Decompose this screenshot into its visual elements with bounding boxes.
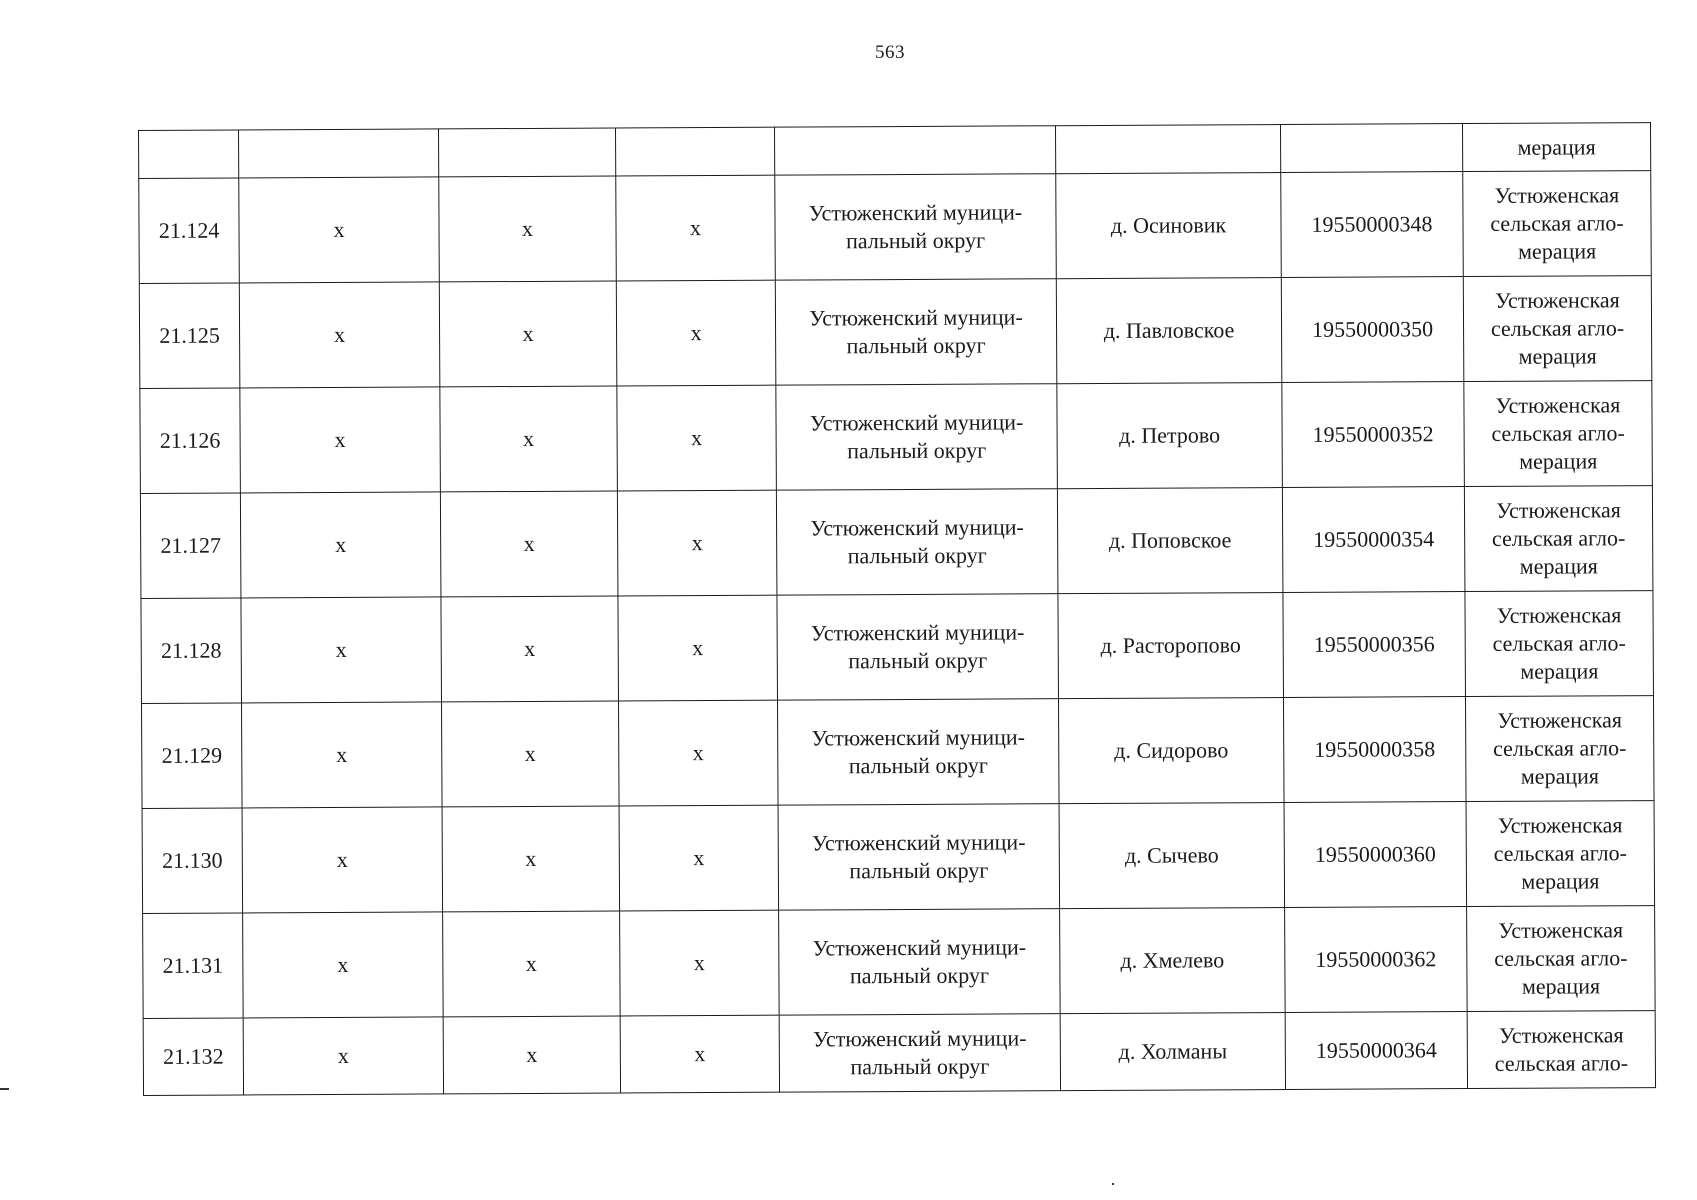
oktmo-code-cell: 19550000354 <box>1282 487 1465 593</box>
column-3-cell: х <box>442 806 620 912</box>
column-3-cell: х <box>440 491 618 597</box>
table-row <box>140 381 1653 494</box>
table-cell <box>774 126 1055 175</box>
agglomeration-cell: Устюженская сельская агло-мерация <box>1467 906 1656 1012</box>
column-4-cell: х <box>619 805 779 911</box>
oktmo-code-cell: 19550000364 <box>1285 1012 1467 1090</box>
district-cell: Устюженский муници-пальный округ <box>777 594 1059 700</box>
district-cell: Устюженский муници-пальный округ <box>775 279 1057 385</box>
column-2-cell: х <box>243 1017 443 1095</box>
table-cell <box>239 129 439 178</box>
agglomeration-cell: Устюженская сельская агло-мерация <box>1464 381 1653 487</box>
column-3-cell: х <box>440 386 618 492</box>
table-row <box>139 171 1652 284</box>
table-cell <box>139 130 239 179</box>
scan-speck <box>1112 1183 1114 1185</box>
agglomeration-cell: Устюженская сельская агло-мерация <box>1464 486 1653 592</box>
table-cell <box>615 127 774 176</box>
locality-cell: д. Поповское <box>1057 488 1283 594</box>
oktmo-code-cell: 19550000356 <box>1283 592 1466 698</box>
row-number-cell: 21.130 <box>142 808 243 914</box>
district-cell: Устюженский муници-пальный округ <box>779 1014 1060 1092</box>
table-row <box>143 906 1656 1019</box>
locality-cell: д. Осиновик <box>1056 173 1282 279</box>
agglomeration-cell: Устюженская сельская агло-мерация <box>1466 801 1655 907</box>
district-cell: Устюженский муници-пальный округ <box>776 489 1058 595</box>
district-cell: Устюженский муници-пальный округ <box>775 174 1057 280</box>
column-4-cell: х <box>616 175 776 281</box>
table-row <box>142 696 1655 809</box>
locality-cell: д. Павловское <box>1056 278 1282 384</box>
page-number: 563 <box>875 42 905 63</box>
column-2-cell: х <box>239 177 440 283</box>
column-4-cell: х <box>616 280 776 386</box>
column-4-cell: х <box>620 910 780 1016</box>
column-4-cell: х <box>617 490 777 596</box>
table-cell <box>1280 124 1462 173</box>
oktmo-code-cell: 19550000360 <box>1284 802 1467 908</box>
column-2-cell: х <box>242 807 443 913</box>
column-2-cell: х <box>240 492 441 598</box>
locality-cell: д. Холманы <box>1060 1013 1285 1091</box>
agglomeration-cell: Устюженская сельская агло-мерация <box>1465 591 1654 697</box>
locality-cell: д. Петрово <box>1057 383 1283 489</box>
column-4-cell: х <box>620 1015 779 1093</box>
oktmo-code-cell: 19550000358 <box>1283 697 1466 803</box>
agglomeration-cell: Устюженская сельская агло-мерация <box>1463 171 1652 277</box>
column-2-cell: х <box>240 387 441 493</box>
table-row <box>140 486 1653 599</box>
oktmo-code-cell: 19550000362 <box>1285 907 1468 1013</box>
table-row <box>141 591 1654 704</box>
column-4-cell: х <box>617 385 777 491</box>
district-cell: Устюженский муници-пальный округ <box>779 909 1061 1015</box>
margin-dash <box>0 1088 9 1090</box>
row-number-cell: 21.131 <box>143 913 244 1019</box>
table-row <box>143 1011 1655 1096</box>
oktmo-code-cell: 19550000348 <box>1281 172 1464 278</box>
continuation-row <box>139 123 1651 179</box>
oktmo-code-cell: 19550000350 <box>1281 277 1464 383</box>
agglomeration-cell: мерация <box>1462 123 1650 172</box>
locality-cell: д. Хмелево <box>1060 908 1286 1014</box>
settlements-table <box>138 122 1656 1096</box>
column-3-cell: х <box>439 176 617 282</box>
table-cell <box>1055 125 1280 174</box>
column-4-cell: х <box>618 595 778 701</box>
column-3-cell: х <box>443 911 621 1017</box>
row-number-cell: 21.127 <box>140 493 241 599</box>
row-number-cell: 21.132 <box>143 1018 243 1096</box>
column-3-cell: х <box>441 596 619 702</box>
locality-cell: д. Сидорово <box>1058 698 1284 804</box>
table-row <box>142 801 1655 914</box>
row-number-cell: 21.124 <box>139 178 240 284</box>
agglomeration-cell: Устюженская сельская агло-мерация <box>1465 696 1654 802</box>
district-cell: Устюженский муници-пальный округ <box>776 384 1058 490</box>
locality-cell: д. Расторопово <box>1058 593 1284 699</box>
table-container <box>138 122 1655 1096</box>
table-row <box>139 276 1652 389</box>
agglomeration-cell: Устюженская сельская агло- <box>1467 1011 1655 1089</box>
agglomeration-cell: Устюженская сельская агло-мерация <box>1463 276 1652 382</box>
column-3-cell: х <box>441 701 619 807</box>
row-number-cell: 21.129 <box>142 703 243 809</box>
column-2-cell: х <box>239 282 440 388</box>
column-3-cell: х <box>439 281 617 387</box>
table-cell <box>438 128 615 177</box>
column-2-cell: х <box>243 912 444 1018</box>
table-body <box>139 123 1656 1096</box>
column-3-cell: х <box>443 1016 620 1094</box>
column-2-cell: х <box>242 702 443 808</box>
column-4-cell: х <box>618 700 778 806</box>
oktmo-code-cell: 19550000352 <box>1282 382 1465 488</box>
district-cell: Устюженский муници-пальный округ <box>778 804 1060 910</box>
district-cell: Устюженский муници-пальный округ <box>777 699 1059 805</box>
column-2-cell: х <box>241 597 442 703</box>
row-number-cell: 21.128 <box>141 598 242 704</box>
row-number-cell: 21.126 <box>140 388 241 494</box>
locality-cell: д. Сычево <box>1059 803 1285 909</box>
row-number-cell: 21.125 <box>139 283 240 389</box>
